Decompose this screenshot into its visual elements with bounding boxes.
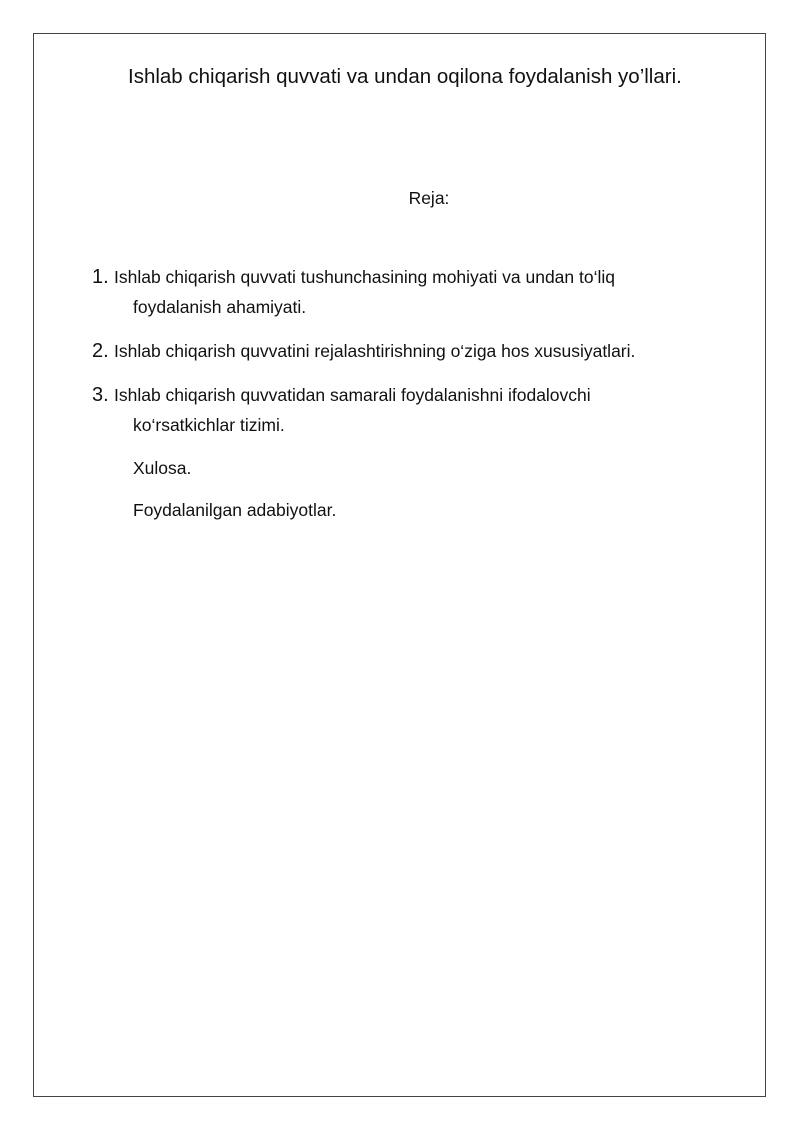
plan-item-number: 2. — [92, 340, 109, 362]
references-entry: Foydalanilgan adabiyotlar. — [133, 500, 337, 520]
plan-item-text: Ishlab chiqarish quvvati tushunchasining mohiyati va undan to‘liq — [114, 267, 615, 287]
plan-item-text: Ishlab chiqarish quvvatini rejalashtirishning o‘ziga hos xususiyatlari. — [114, 341, 636, 361]
plan-list — [92, 262, 732, 454]
conclusion-entry: Xulosa. — [133, 458, 192, 478]
plan-item-3 — [92, 380, 732, 440]
plan-item-text: Ishlab chiqarish quvvatidan samarali foydalanishni ifodalovchi — [114, 385, 591, 405]
plan-item-number: 3. — [92, 384, 109, 406]
plan-item-text-continued: ko‘rsatkichlar tizimi. — [133, 415, 285, 435]
plan-item-2 — [92, 336, 732, 366]
plan-item-1 — [92, 262, 732, 322]
document-title: Ishlab chiqarish quvvati va undan oqilona foydalanish yo’llari. — [128, 65, 682, 88]
plan-item-number: 1. — [92, 266, 109, 288]
plan-heading: Reja: — [408, 188, 450, 208]
plan-item-text-continued: foydalanish ahamiyati. — [133, 297, 307, 317]
